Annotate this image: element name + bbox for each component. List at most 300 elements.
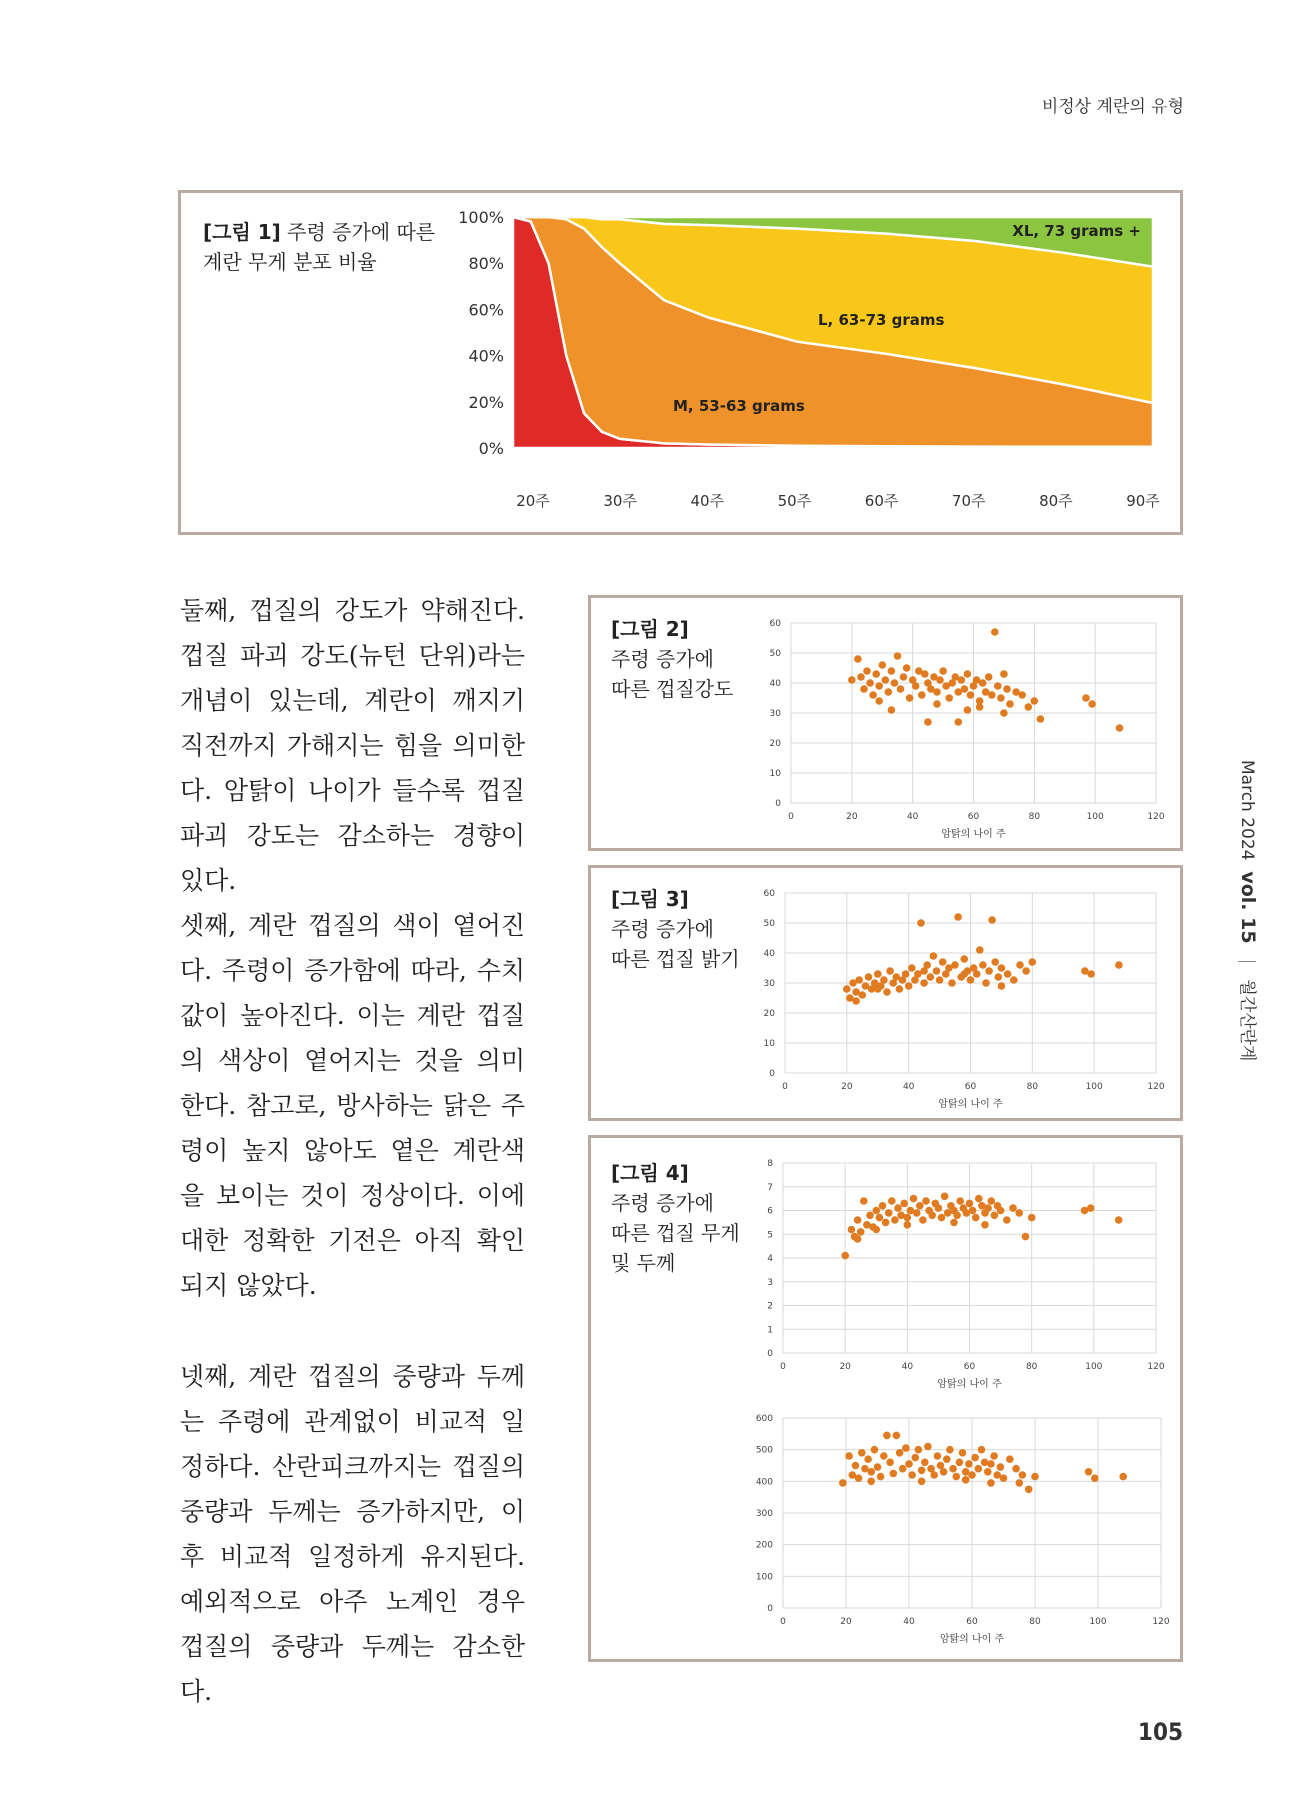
data-point [1003, 1216, 1011, 1224]
data-point [956, 1459, 964, 1467]
data-point [866, 1212, 874, 1220]
x-tick-label: 80 [1029, 1617, 1041, 1627]
data-point [877, 1473, 885, 1481]
data-point [1016, 1479, 1024, 1487]
data-point [991, 628, 999, 636]
x-axis-label: 암탉의 나이 주 [941, 829, 1006, 840]
y-tick-label: 50 [769, 649, 781, 659]
data-point [1009, 1204, 1017, 1212]
figure-3-box [588, 865, 1183, 1121]
x-tick-label: 80주 [1039, 492, 1073, 510]
data-point [975, 1195, 983, 1203]
data-point [1031, 697, 1039, 705]
y-tick-label: 600 [755, 1414, 773, 1424]
data-point [880, 976, 888, 984]
m-label: M, 53-63 grams [673, 397, 805, 415]
y-tick-label: 1 [767, 1325, 773, 1336]
figure-4-label: [그림 4] [611, 1161, 689, 1185]
data-point [848, 1226, 856, 1234]
figure-1-area-chart [181, 193, 1181, 533]
data-point [988, 1197, 996, 1205]
data-point [873, 1226, 881, 1234]
data-point [943, 1455, 951, 1463]
magazine-name: 월간산란계 [1237, 979, 1257, 1062]
data-point [922, 1197, 930, 1205]
figure-4-thickness-scatter-chart [591, 1398, 1181, 1658]
data-point [904, 1221, 912, 1229]
data-point [919, 1216, 927, 1224]
data-point [1037, 715, 1045, 723]
paragraph-weight [180, 1354, 525, 1714]
data-point [874, 970, 882, 978]
data-point [990, 1452, 998, 1460]
y-tick-label: 60 [763, 889, 775, 899]
data-point [869, 691, 877, 699]
data-point [883, 1432, 891, 1440]
data-point [917, 919, 925, 927]
x-tick-label: 40 [902, 1082, 915, 1092]
data-point [866, 679, 874, 687]
figure-4-caption-line3: 및 두께 [611, 1251, 676, 1275]
y-tick-label: 20% [468, 392, 504, 412]
x-tick-label: 20 [841, 1082, 853, 1092]
data-point [964, 706, 972, 714]
figure-3-caption-line1: 주령 증가에 [611, 917, 714, 941]
data-point [973, 970, 981, 978]
data-point [876, 1214, 884, 1222]
x-tick-label: 80 [1025, 1362, 1038, 1372]
l-label: L, 63-73 grams [818, 311, 945, 329]
figure-2-box [588, 595, 1183, 851]
data-point [1019, 1471, 1027, 1479]
y-tick-label: 100 [755, 1572, 773, 1583]
x-tick-label: 120 [1147, 1082, 1165, 1092]
paragraph-1: 둘째, 껍질의 강도가 약해진다. 껍질 파괴 강도(뉴턴 단위)라는 개념이 있는데, 계란이 깨지기 직전까지 가해지는 힘을 의미한다. 암탉이 나이가 들수록 껍질 파괴 강도는 감소하는 경향이 있다. [180, 596, 525, 895]
data-point [924, 1443, 932, 1451]
data-point [997, 1463, 1005, 1471]
data-point [894, 652, 902, 660]
y-tick-label: 0% [478, 439, 504, 458]
data-point [998, 982, 1006, 990]
x-tick-label: 120 [1152, 1617, 1170, 1627]
data-point [985, 967, 993, 975]
data-point [908, 964, 916, 972]
x-tick-label: 40주 [690, 492, 725, 510]
x-tick-label: 40 [901, 1362, 914, 1372]
data-point [994, 682, 1002, 690]
data-point [855, 1474, 863, 1482]
data-point [981, 1221, 989, 1229]
data-point [1016, 961, 1024, 969]
data-point [997, 694, 1005, 702]
x-tick-label: 0 [780, 1362, 786, 1372]
data-point [961, 970, 969, 978]
data-point [961, 685, 969, 693]
data-point [1115, 1216, 1123, 1224]
x-tick-label: 90주 [1126, 492, 1160, 510]
data-point [987, 1479, 995, 1487]
data-point [1091, 1474, 1099, 1482]
data-point [875, 682, 883, 690]
data-point [982, 979, 990, 987]
data-point [912, 682, 920, 690]
data-point [1003, 685, 1011, 693]
data-point [874, 985, 882, 993]
data-point [1088, 700, 1096, 708]
data-point [867, 1468, 875, 1476]
figure-2-label: [그림 2] [611, 617, 689, 641]
data-point [918, 1467, 926, 1475]
data-point [991, 1212, 999, 1220]
data-point [872, 670, 880, 678]
data-point [920, 967, 928, 975]
data-point [1025, 1486, 1033, 1494]
data-point [975, 1465, 983, 1473]
data-point [1000, 709, 1008, 717]
y-tick-label: 0 [775, 799, 781, 809]
data-point [863, 667, 871, 675]
data-point [962, 1476, 970, 1484]
data-point [945, 694, 953, 702]
figure-1-label: [그림 1] [203, 220, 281, 244]
data-point [967, 976, 975, 984]
y-tick-label: 0 [769, 1069, 775, 1079]
data-point [1006, 1455, 1014, 1463]
data-point [882, 1219, 890, 1227]
data-point [1119, 1473, 1127, 1481]
x-tick-label: 40 [906, 812, 919, 822]
data-point [985, 673, 993, 681]
y-tick-label: 2 [767, 1301, 773, 1312]
data-point [1031, 1473, 1039, 1481]
data-point [1000, 670, 1008, 678]
figure-1-box [178, 190, 1183, 535]
data-point [979, 961, 987, 969]
data-point [998, 964, 1006, 972]
data-point [906, 694, 914, 702]
data-point [896, 985, 904, 993]
data-point [915, 1446, 923, 1454]
x-tick-label: 60 [964, 1082, 977, 1092]
data-point [959, 1449, 967, 1457]
y-tick-label: 5 [767, 1230, 773, 1241]
y-tick-label: 300 [755, 1509, 773, 1519]
data-point [900, 1200, 908, 1208]
data-point [899, 1465, 907, 1473]
y-tick-label: 7 [767, 1182, 773, 1193]
x-tick-label: 60 [966, 1617, 978, 1627]
data-point [888, 667, 896, 675]
paragraph-strength [180, 588, 525, 903]
data-point [971, 1454, 979, 1462]
y-tick-label: 500 [755, 1445, 773, 1456]
y-tick-label: 0 [767, 1604, 773, 1614]
data-point [984, 1204, 992, 1212]
data-point [988, 916, 996, 924]
section-header: 비정상 계란의 유형 [1041, 97, 1184, 117]
data-point [936, 676, 944, 684]
data-point [924, 718, 932, 726]
data-point [991, 958, 999, 966]
x-tick-label: 20 [839, 1362, 851, 1372]
y-tick-label: 60 [769, 619, 781, 629]
data-point [930, 952, 938, 960]
data-point [1087, 1204, 1095, 1212]
data-point [905, 1460, 913, 1468]
data-point [964, 670, 972, 678]
data-point [968, 1471, 976, 1479]
data-point [1085, 1468, 1093, 1476]
s-label-line2: < 53 grams [517, 471, 608, 487]
data-point [839, 1479, 847, 1487]
x-tick-label: 60 [967, 812, 980, 822]
y-tick-label: 8 [767, 1159, 773, 1169]
data-point [874, 1463, 882, 1471]
data-point [871, 1446, 879, 1454]
data-point [976, 703, 984, 711]
data-point [967, 691, 975, 699]
x-tick-label: 100 [1086, 812, 1104, 822]
x-tick-label: 0 [788, 812, 794, 822]
data-point [1022, 967, 1030, 975]
data-point [882, 676, 890, 684]
data-point [893, 1432, 901, 1440]
data-point [1028, 1214, 1036, 1222]
data-point [875, 697, 883, 705]
data-point [956, 1197, 964, 1205]
data-point [940, 1468, 948, 1476]
data-point [969, 1207, 977, 1215]
y-tick-label: 0 [767, 1349, 773, 1359]
paragraph-2: 셋째, 계란 껍질의 색이 옅어진다. 주령이 증가함에 따라, 수치 값이 높아진다. 이는 계란 껍질의 색상이 옅어지는 것을 의미한다. 참고로, 방사하는 닭은 주령이 높지 않아도 옅은 계란색을 보이는 것이 정상이다. 이에 대한 정확한 기전은 아직 확인되지 않았다. [180, 911, 525, 1300]
xl-label: XL, 73 grams + [1012, 222, 1141, 240]
x-tick-label: 120 [1147, 1362, 1165, 1372]
data-point [976, 946, 984, 954]
figure-2-caption-line2: 따른 껍질강도 [611, 677, 734, 701]
data-point [1018, 691, 1026, 699]
data-point [845, 1452, 853, 1460]
data-point [935, 1204, 943, 1212]
x-tick-label: 50주 [777, 492, 812, 510]
data-point [938, 1214, 946, 1222]
x-tick-label: 0 [780, 1617, 786, 1627]
data-point [933, 967, 941, 975]
data-point [885, 688, 893, 696]
x-tick-label: 20 [840, 1617, 852, 1627]
data-point [955, 718, 963, 726]
data-point [905, 982, 913, 990]
figure-2-caption-line1: 주령 증가에 [611, 647, 714, 671]
paragraph-3: 넷째, 계란 껍질의 중량과 두께는 주령에 관계없이 비교적 일정하다. 산란피크까지는 껍질의 중량과 두께는 증가하지만, 이후 비교적 일정하게 유지된다. 예외적으로 아주 노계인 경우 껍질의 중량과 두께는 감소한다. [180, 1362, 525, 1706]
figure-3-caption-line2: 따른 껍질 밝기 [611, 947, 740, 971]
y-tick-label: 100% [458, 208, 504, 227]
data-point [933, 700, 941, 708]
data-point [902, 970, 910, 978]
data-point [954, 913, 962, 921]
data-point [927, 973, 935, 981]
data-point [885, 1209, 893, 1217]
data-point [860, 685, 868, 693]
data-point [854, 655, 862, 663]
x-tick-label: 40 [903, 1617, 915, 1627]
data-point [867, 1478, 875, 1486]
s-label-line1: S, [538, 454, 554, 470]
data-point [933, 688, 941, 696]
data-point [904, 1214, 912, 1222]
data-point [918, 691, 926, 699]
x-tick-label: 80 [1028, 812, 1041, 822]
y-tick-label: 40 [769, 679, 781, 689]
data-point [995, 973, 1003, 981]
data-point [848, 676, 856, 684]
data-point [979, 679, 987, 687]
y-tick-label: 10 [763, 1039, 775, 1049]
data-point [879, 661, 887, 669]
data-point [921, 670, 929, 678]
data-point [1004, 970, 1012, 978]
data-point [1025, 703, 1033, 711]
data-point [984, 1468, 992, 1476]
data-point [916, 1202, 924, 1210]
y-tick-label: 30 [763, 979, 775, 989]
x-tick-label: 100 [1085, 1082, 1103, 1092]
x-axis-label: 암탉의 나이 주 [937, 1379, 1002, 1390]
data-point [841, 1252, 849, 1260]
data-point [903, 664, 911, 672]
data-point [928, 1212, 936, 1220]
data-point [854, 1235, 862, 1243]
figure-4-box [588, 1135, 1183, 1662]
data-point [865, 973, 873, 981]
data-point [858, 1449, 866, 1457]
data-point [854, 1216, 862, 1224]
data-point [908, 1471, 916, 1479]
data-point [879, 1202, 887, 1210]
data-point [1087, 970, 1095, 978]
data-point [950, 1219, 958, 1227]
data-point [946, 1446, 954, 1454]
data-point [891, 679, 899, 687]
data-point [1010, 976, 1018, 984]
y-tick-label: 40 [763, 949, 775, 959]
data-point [939, 667, 947, 675]
y-tick-label: 200 [755, 1540, 773, 1551]
data-point [910, 1195, 918, 1203]
data-point [888, 1197, 896, 1205]
data-point [948, 979, 956, 987]
data-point [894, 1204, 902, 1212]
data-point [902, 1444, 910, 1452]
x-tick-label: 100 [1089, 1617, 1107, 1627]
x-tick-label: 0 [782, 1082, 788, 1092]
data-point [1012, 1465, 1020, 1473]
data-point [873, 1207, 881, 1215]
data-point [987, 1460, 995, 1468]
data-point [843, 985, 851, 993]
y-tick-label: 80% [468, 254, 504, 274]
figure-1-caption-line2: 계란 무게 분포 비율 [203, 250, 377, 274]
y-tick-label: 40% [468, 346, 504, 366]
data-point [1082, 694, 1090, 702]
data-point [852, 1462, 860, 1470]
x-tick-label: 30주 [603, 492, 637, 510]
issue-date: March 2024 [1237, 760, 1257, 861]
data-point [860, 1197, 868, 1205]
page-number: 105 [1137, 1718, 1183, 1746]
data-point [1000, 1474, 1008, 1482]
y-tick-label: 20 [769, 739, 781, 749]
data-point [920, 979, 928, 987]
y-tick-label: 60% [468, 300, 504, 320]
x-tick-label: 60주 [864, 492, 899, 510]
data-point [934, 1452, 942, 1460]
y-tick-label: 400 [755, 1477, 773, 1488]
x-tick-label: 20 [846, 812, 858, 822]
data-point [883, 988, 891, 996]
paragraph-color [180, 903, 525, 1308]
figure-1-caption-line1: 주령 증가에 따른 [280, 220, 436, 244]
y-tick-label: 10 [769, 769, 781, 779]
data-point [953, 1212, 961, 1220]
data-point [965, 1460, 973, 1468]
data-point [891, 1216, 899, 1224]
side-issue-label [1230, 760, 1270, 1060]
data-point [1115, 961, 1123, 969]
x-tick-label: 60 [963, 1362, 976, 1372]
data-point [888, 706, 896, 714]
x-axis-label: 암탉의 나이 주 [939, 1634, 1005, 1645]
x-tick-label: 20주 [516, 492, 550, 510]
figure-4-caption-line2: 따른 껍질 무게 [611, 1221, 740, 1245]
data-point [857, 1228, 865, 1236]
data-point [966, 1200, 974, 1208]
data-point [958, 676, 966, 684]
figure-2-scatter-chart [591, 598, 1181, 848]
data-point [859, 991, 867, 999]
data-point [855, 976, 863, 984]
data-point [900, 673, 908, 681]
data-point [912, 1454, 920, 1462]
data-point [1116, 724, 1124, 732]
data-point [886, 967, 894, 975]
data-point [972, 1214, 980, 1222]
data-point [1015, 1209, 1023, 1217]
data-point [1022, 1233, 1030, 1241]
y-tick-label: 4 [767, 1254, 773, 1264]
data-point [880, 1452, 888, 1460]
y-tick-label: 20 [763, 1009, 775, 1019]
data-point [857, 673, 865, 681]
data-point [913, 1209, 921, 1217]
data-point [1006, 700, 1014, 708]
data-point [896, 1449, 904, 1457]
figure-3-label: [그림 3] [611, 887, 689, 911]
data-point [897, 685, 905, 693]
data-point [864, 1455, 872, 1463]
data-point [939, 958, 947, 966]
figure-4-caption-line1: 주령 증가에 [611, 1191, 714, 1215]
x-axis-label: 암탉의 나이 주 [938, 1099, 1003, 1110]
data-point [921, 1459, 929, 1467]
x-tick-label: 80 [1026, 1082, 1039, 1092]
y-tick-label: 3 [767, 1277, 773, 1288]
figure-3-scatter-chart [591, 868, 1181, 1118]
y-tick-label: 6 [767, 1206, 773, 1217]
data-point [886, 1459, 894, 1467]
data-point [951, 961, 959, 969]
data-point [936, 976, 944, 984]
x-tick-label: 120 [1147, 812, 1165, 822]
